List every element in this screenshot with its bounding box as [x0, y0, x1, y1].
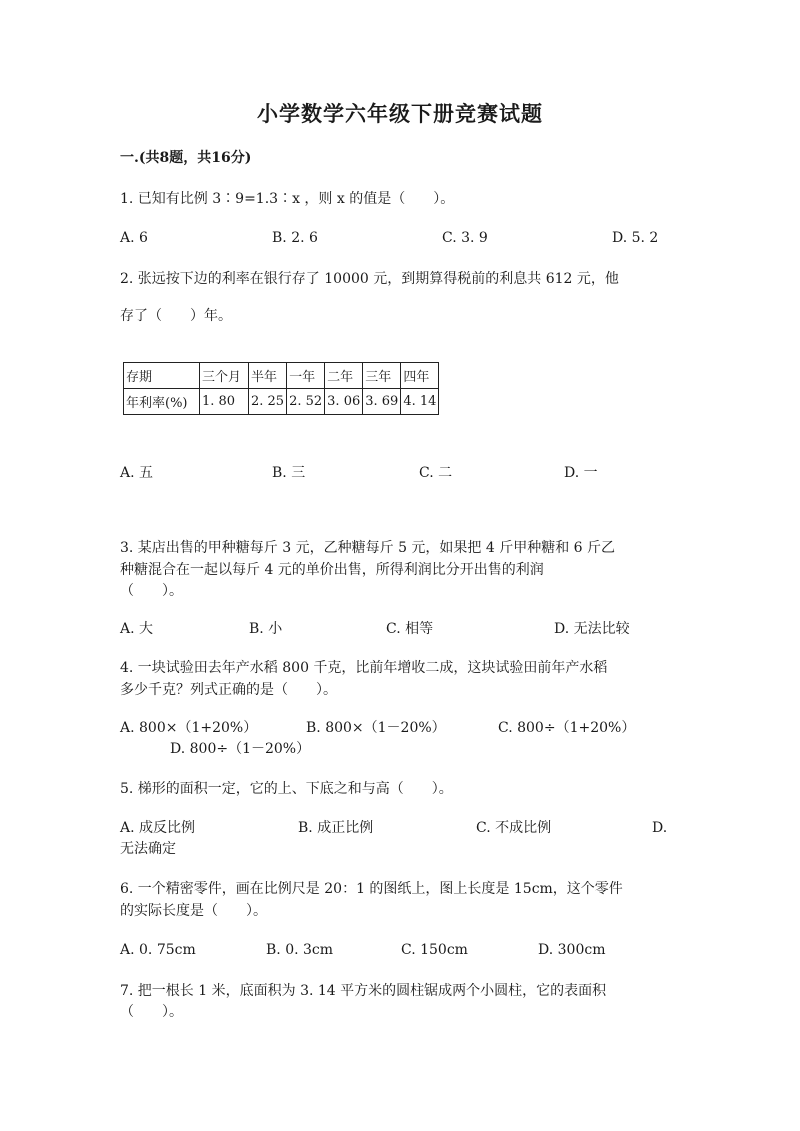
interest-rate-table	[123, 362, 439, 415]
q4-option-c[interactable]: C. 800÷（1+20%）	[498, 720, 636, 736]
table-row	[124, 363, 439, 389]
table-cell: 2. 25	[249, 389, 287, 415]
table-cell: 2. 52	[287, 389, 325, 415]
q5-option-d[interactable]: D.	[652, 820, 668, 836]
q2-option-a[interactable]: A. 五	[120, 465, 154, 481]
q3-option-b[interactable]: B. 小	[249, 621, 283, 637]
q4-option-d[interactable]: D. 800÷（1－20%）	[170, 741, 311, 757]
q1-option-b[interactable]: B. 2. 6	[272, 230, 318, 246]
table-cell: 3. 69	[363, 389, 401, 415]
question-4-text-cont: 多少千克？列式正确的是（ ）。	[120, 682, 337, 698]
question-6-text-cont: 的实际长度是（ ）。	[120, 903, 267, 919]
q3-option-c[interactable]: C. 相等	[386, 621, 434, 637]
page-title: 小学数学六年级下册竞赛试题	[257, 101, 543, 126]
q2-option-c[interactable]: C. 二	[419, 465, 453, 481]
question-3-text-cont2: （ ）。	[120, 583, 183, 599]
section-heading: 一.(共8题，共16分)	[120, 150, 252, 166]
q6-option-d[interactable]: D. 300cm	[538, 942, 606, 958]
table-cell: 三年	[363, 363, 401, 389]
q4-option-b[interactable]: B. 800×（1－20%）	[306, 720, 446, 736]
question-3-text-cont: 种糖混合在一起以每斤 4 元的单价出售，所得利润比分开出售的利润	[120, 562, 544, 578]
table-cell: 四年	[401, 363, 439, 389]
q6-option-a[interactable]: A. 0. 75cm	[120, 942, 196, 958]
q2-option-d[interactable]: D. 一	[564, 465, 598, 481]
q1-option-a[interactable]: A. 6	[120, 230, 148, 246]
table-cell: 4. 14	[401, 389, 439, 415]
question-3-text: 3. 某店出售的甲种糖每斤 3 元，乙种糖每斤 5 元，如果把 4 斤甲种糖和 6 斤乙	[120, 540, 616, 556]
q5-option-d-text[interactable]: 无法确定	[120, 841, 176, 857]
question-7-text: 7. 把一根长 1 米，底面积为 3. 14 平方米的圆柱锯成两个小圆柱，它的表面积	[120, 983, 607, 999]
q5-option-a[interactable]: A. 成反比例	[120, 820, 196, 836]
question-5-text: 5. 梯形的面积一定，它的上、下底之和与高（ ）。	[120, 781, 453, 797]
table-cell: 年利率(%)	[124, 389, 200, 415]
question-7-text-cont: （ ）。	[120, 1004, 183, 1020]
table-cell: 三个月	[200, 363, 249, 389]
q1-option-c[interactable]: C. 3. 9	[442, 230, 488, 246]
question-2-text: 2. 张远按下边的利率在银行存了 10000 元，到期算得税前的利息共 612 元，他	[120, 271, 619, 287]
q6-option-c[interactable]: C. 150cm	[401, 942, 468, 958]
q3-option-a[interactable]: A. 大	[120, 621, 154, 637]
table-row	[124, 389, 439, 415]
q5-option-c[interactable]: C. 不成比例	[476, 820, 552, 836]
table-cell: 3. 06	[325, 389, 363, 415]
q2-option-b[interactable]: B. 三	[272, 465, 306, 481]
question-1-text: 1. 已知有比例 3∶9=1.3∶x ，则 x 的值是（ ）。	[120, 191, 455, 207]
q6-option-b[interactable]: B. 0. 3cm	[266, 942, 334, 958]
q5-option-b[interactable]: B. 成正比例	[298, 820, 374, 836]
question-4-text: 4. 一块试验田去年产水稻 800 千克，比前年增收二成，这块试验田前年产水稻	[120, 660, 608, 676]
q1-option-d[interactable]: D. 5. 2	[612, 230, 659, 246]
table-cell: 一年	[287, 363, 325, 389]
question-2-text-cont: 存了（ ）年。	[120, 308, 232, 324]
question-6-text: 6. 一个精密零件，画在比例尺是 20：1 的图纸上，图上长度是 15cm，这个零件	[120, 881, 623, 897]
q3-option-d[interactable]: D. 无法比较	[554, 621, 630, 637]
table-cell: 存期	[124, 363, 200, 389]
table-cell: 1. 80	[200, 389, 249, 415]
table-cell: 二年	[325, 363, 363, 389]
table-cell: 半年	[249, 363, 287, 389]
q4-option-a[interactable]: A. 800×（1+20%）	[120, 720, 258, 736]
